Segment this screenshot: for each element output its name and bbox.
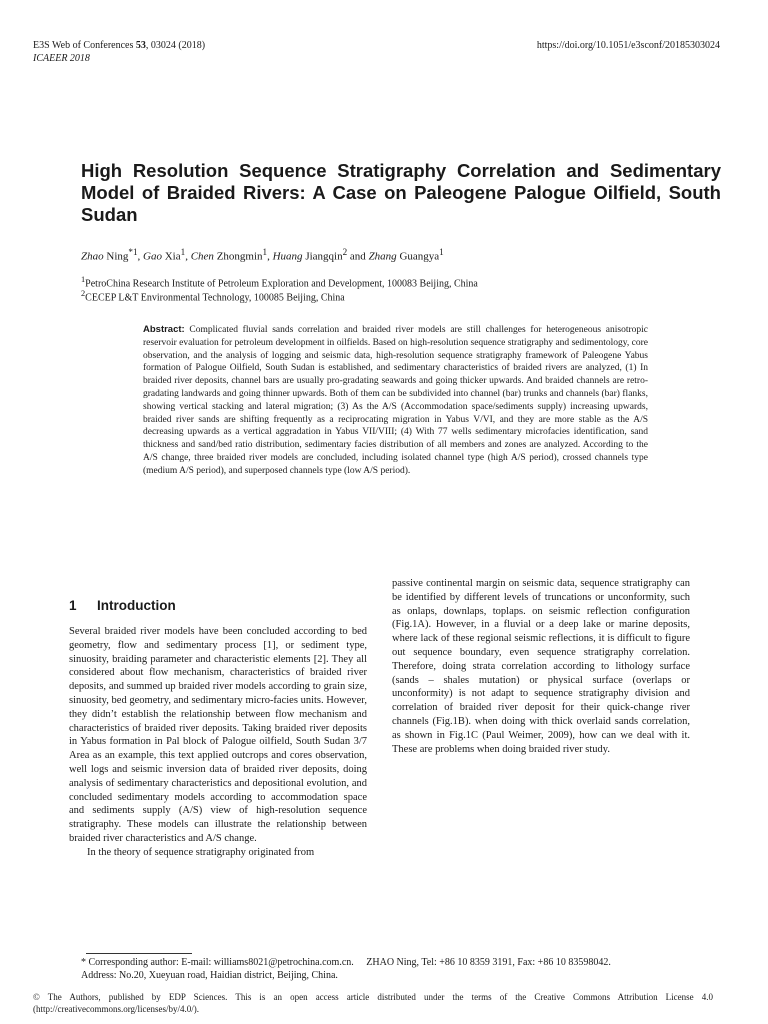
affiliation-marker: 1 [81, 275, 86, 284]
author-5-given: Guangya [396, 250, 440, 263]
journal-volume: 53 [135, 40, 146, 51]
paragraph: Several braided river models have been concluded according to bed geometry, flow and sedimentary process [1], or sediment type, sinuosity, braiding parameter and characteristic elements [2]. They all considered about flow mechanism, characteristics of braided river deposits, and summed up braided river models according to grain size, sinuosity, bed geometry, and sedimentary micro-facies units. However, they didn’t establish the relationship between flow mechanism and characteristics of braided river deposits. Taking braided river deposits in Yabus formation in Pal block of Palogue oilfield, South Sudan 3/7 Area as an example, this text applied outcrops and cores observation, well logs and seismic inversion data of braided river deposits, doing analysis of sedimentary characteristics and depositional evolution, and concluded sedimentary models according to accommodation space and sediments supply (A/S) view of high-resolution sequence stratigraphy. These models can illustrate the relationship between braided river characteristics and A/S change. [69, 626, 367, 844]
author-list [81, 245, 444, 264]
conference-name: ICAEER 2018 [33, 53, 90, 64]
paragraph: passive continental margin on seismic data, sequence stratigraphy can be identified by different levels of truncations or unconformity, such as onlaps, downlaps, toplaps. on seismic reflection configuration (Fig.1A). However, in a fluvial or a deep lake or marine deposits, where lack of these regional seismic reflections, it is difficult to figure out sequence boundary, even sequence stratigraphy correlation. Therefore, doing strata correlation according to lithology surface (sands – shales mutation) or physical surface (overlaps or unconformity) is not adapt to sequence stratigraphy division and correlation of braided river deposit for their quick-change river channels (Fig.1B). when doing with thick overlaid sands correlation, as shown in Fig.1C (Paul Weimer, 2009), how can we deal with it. These are problems when doing braided river study. [392, 578, 690, 755]
author-separator: and [347, 250, 369, 263]
right-column [392, 577, 690, 756]
journal-article-number: , 03024 (2018) [145, 40, 206, 51]
abstract [143, 324, 648, 478]
author-3-family: Chen [190, 250, 214, 263]
section-heading-introduction [69, 597, 176, 615]
author-3-given: Zhongmin [213, 250, 263, 263]
license-notice: © The Authors, published by EDP Sciences. This is an open access article distributed under the terms of the Creative Commons Attribution License 4.0 (http://creativecommons.org/licenses/by/4.0/). [33, 992, 713, 1014]
author-1-given: Ning [103, 250, 129, 263]
footnote [81, 956, 711, 982]
author-address: Address: No.20, Xueyuan road, Haidian district, Beijing, China. [81, 970, 338, 981]
author-4-given: Jiangqin [302, 250, 343, 263]
author-2-given: Xia [161, 250, 181, 263]
journal-name: E3S Web of Conferences [33, 40, 136, 51]
affiliation-2 [81, 287, 345, 304]
author-1-affil: *1 [128, 247, 138, 257]
author-2-affil: 1 [180, 247, 186, 257]
section-number: 1 [69, 598, 77, 613]
author-3-affil: 1 [262, 247, 268, 257]
author-separator: , [267, 250, 273, 263]
author-4-family: Huang [272, 250, 303, 263]
author-2-family: Gao [143, 250, 162, 263]
author-separator: , [185, 250, 191, 263]
author-5-affil: 1 [439, 247, 444, 257]
affiliation-marker: 2 [81, 289, 86, 298]
section-title: Introduction [97, 598, 176, 613]
author-5-family: Zhang [368, 250, 397, 263]
affiliation-text: PetroChina Research Institute of Petroleum Exploration and Development, 100083 Beijing, China [85, 278, 478, 290]
author-1-family: Zhao [81, 250, 104, 263]
doi-link[interactable]: https://doi.org/10.1051/e3sconf/20185303024 [536, 40, 720, 51]
paper-title: High Resolution Sequence Stratigraphy Correlation and Sedimentary Model of Braided Rivers: A Case on Paleogene Palogue Oilfield, South Sudan [81, 160, 721, 225]
author-separator: , [137, 250, 144, 263]
left-column [69, 625, 367, 860]
paragraph: In the theory of sequence stratigraphy originated from [87, 846, 315, 858]
corresponding-author: * Corresponding author: E-mail: williams8021@petrochina.com.cn. ZHAO Ning, Tel: +86 10 8359 3191, Fax: +86 10 83598042. [81, 957, 611, 968]
author-4-affil: 2 [342, 247, 348, 257]
footnote-divider [86, 953, 192, 954]
abstract-text: Complicated fluvial sands correlation and braided river models are still challenges for heterogeneous anisotropic reservoir evaluation for petroleum development in oilfields. Based on high-resolution sequence stratigraphy and sedimentology, core observation, and the analysis of logging and seismic data, high-resolution sequence stratigraphy framework of Paleogene Yabus formation of Palogue Oilfield, South Sudan is established, and sedimentary characteristics of braided rivers are analyzed, (1) In braided river deposits, channel bars are usually pro-gradating seawards and going thicker upwards. And braided channels are retro-gradating landwards and going thinner upwards. Both of them can be subdivided into channel (bar) trunks and channels (bar) flanks, showing vertical stacking and lateral migration; (3) As the A/S (Accommodation space/sediments supply) increasing upwards, braided river sands are shifting frequently as a reciprocating migration in Yabus V/VI, and they are more stable as the A/S decreasing upwards as a vertical aggradation in Yabus VII/VIII; (4) With 77 wells sedimentary microfacies identification, sand thickness and sand/bed ratio distribution, sedimentary facies distribution of all members and zones are analyzed. According to the A/S change, three braided river models are concluded, including isolated channel type (high A/S period), crossed channels type (medium A/S period), and superposed channels type (low A/S period). [143, 325, 648, 476]
affiliation-text: CECEP L&T Environmental Technology, 100085 Beijing, China [85, 292, 345, 304]
journal-citation [33, 39, 205, 52]
abstract-label: Abstract: [143, 324, 185, 335]
